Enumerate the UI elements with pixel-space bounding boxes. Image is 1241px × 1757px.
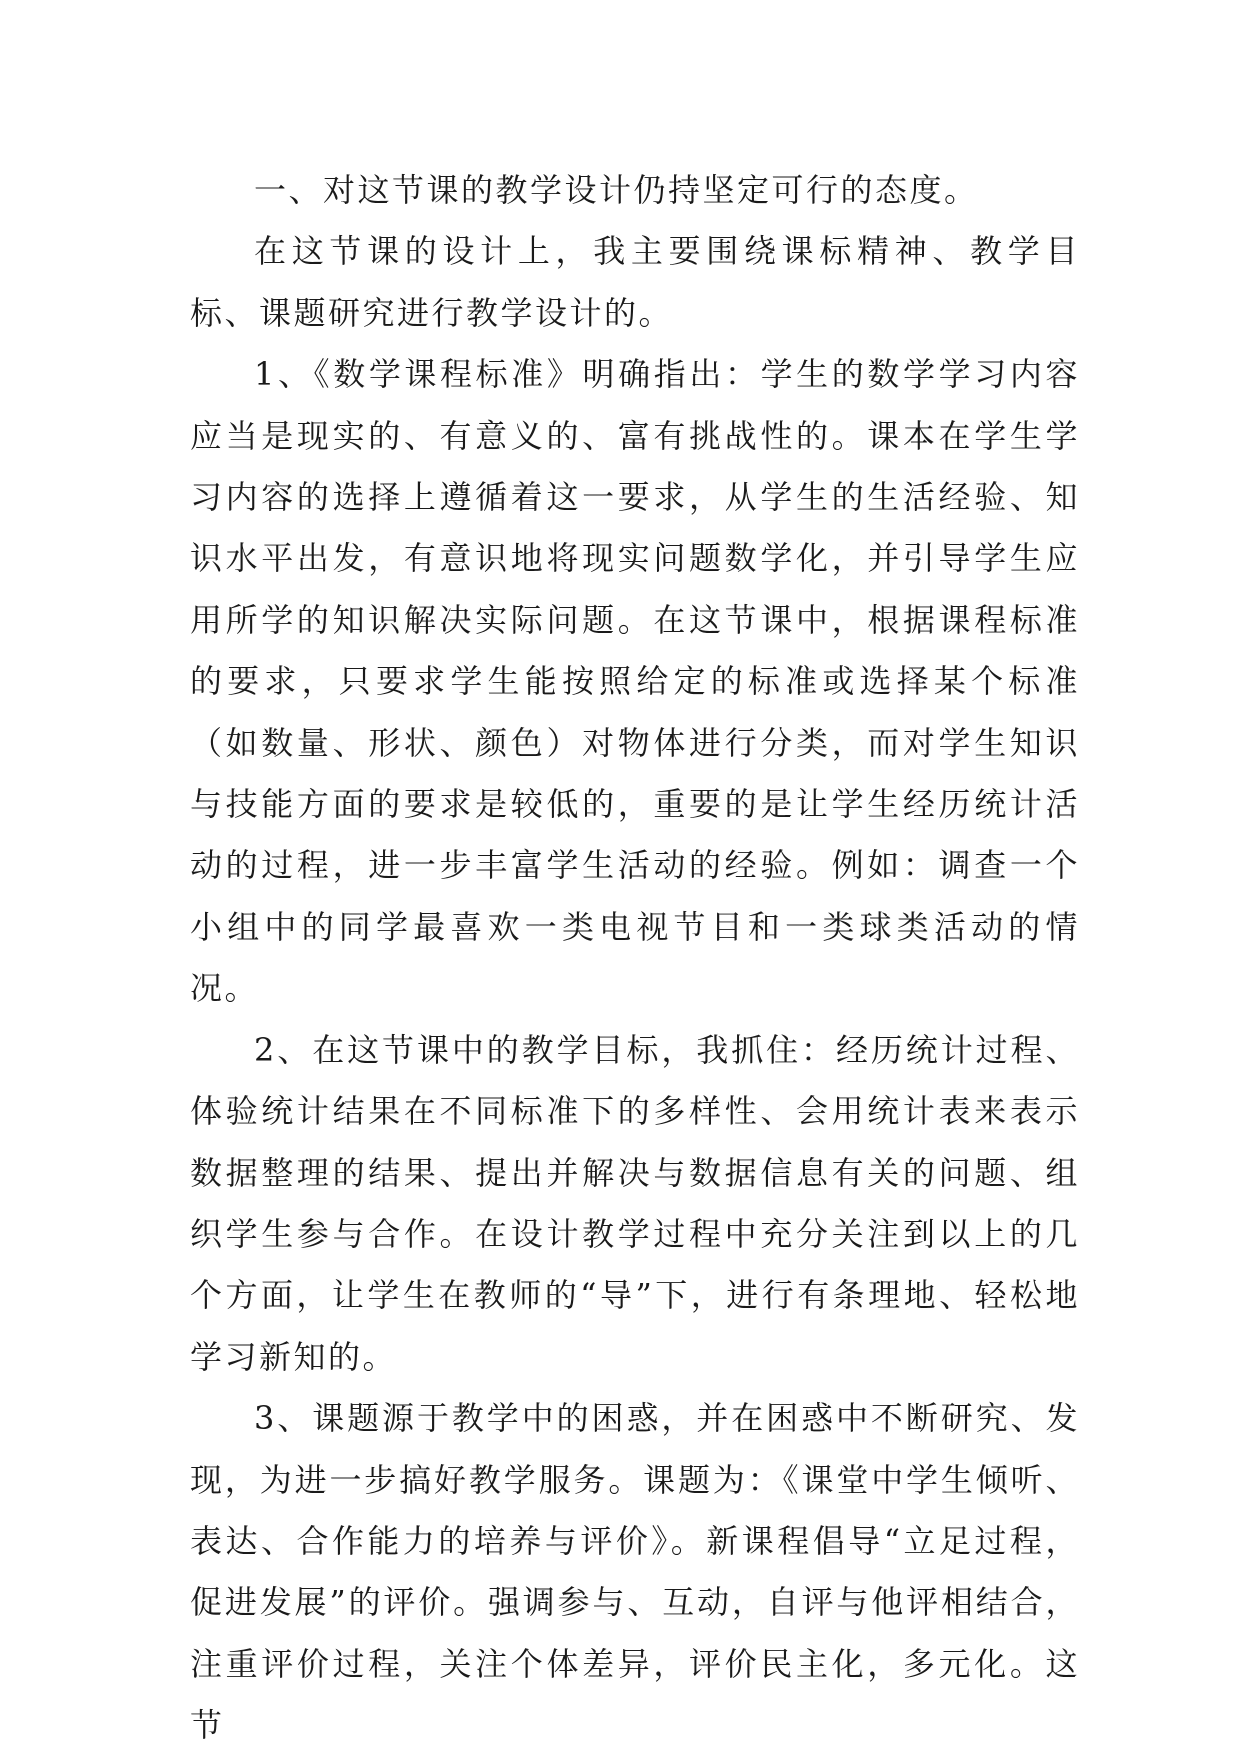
section-heading: 一、对这节课的教学设计仍持坚定可行的态度。	[254, 171, 979, 209]
paragraph-point-1: 1、《数学课程标准》明确指出：学生的数学学习内容应当是现实的、有意义的、富有挑战性的。课本在学生学习内容的选择上遵循着这一要求，从学生的生活经验、知识水平出发，有意识地将现实问题数学化，并引导学生应用所学的知识解决实际问题。在这节课中，根据课程标准的要求，只要求学生能按照给定的标准或选择某个标准（如数量、形状、颜色）对物体进行分类，而对学生知识与技能方面的要求是较低的，重要的是让学生经历统计活动的过程，进一步丰富学生活动的经验。例如：调查一个小组中的同学最喜欢一类电视节目和一类球类活动的情况。	[190, 355, 1080, 1008]
paragraph-design-intro: 在这节课的设计上，我主要围绕课标精神、教学目标、课题研究进行教学设计的。	[190, 232, 1080, 332]
paragraph-point-3: 3、课题源于教学中的困惑，并在困惑中不断研究、发现，为进一步搞好教学服务。课题为：《课堂中学生倾听、表达、合作能力的培养与评价》。新课程倡导“立足过程，促进发展”的评价。强调参与、互动，自评与他评相结合，注重评价过程，关注个体差异，评价民主化，多元化。这节	[190, 1399, 1080, 1745]
paragraph-point-2: 2、在这节课中的教学目标，我抓住：经历统计过程、体验统计结果在不同标准下的多样性、会用统计表来表示数据整理的结果、提出并解决与数据信息有关的问题、组织学生参与合作。在设计教学过程中充分关注到以上的几个方面，让学生在教师的“导”下，进行有条理地、轻松地学习新知的。	[190, 1030, 1080, 1376]
document-body	[190, 160, 1080, 1757]
